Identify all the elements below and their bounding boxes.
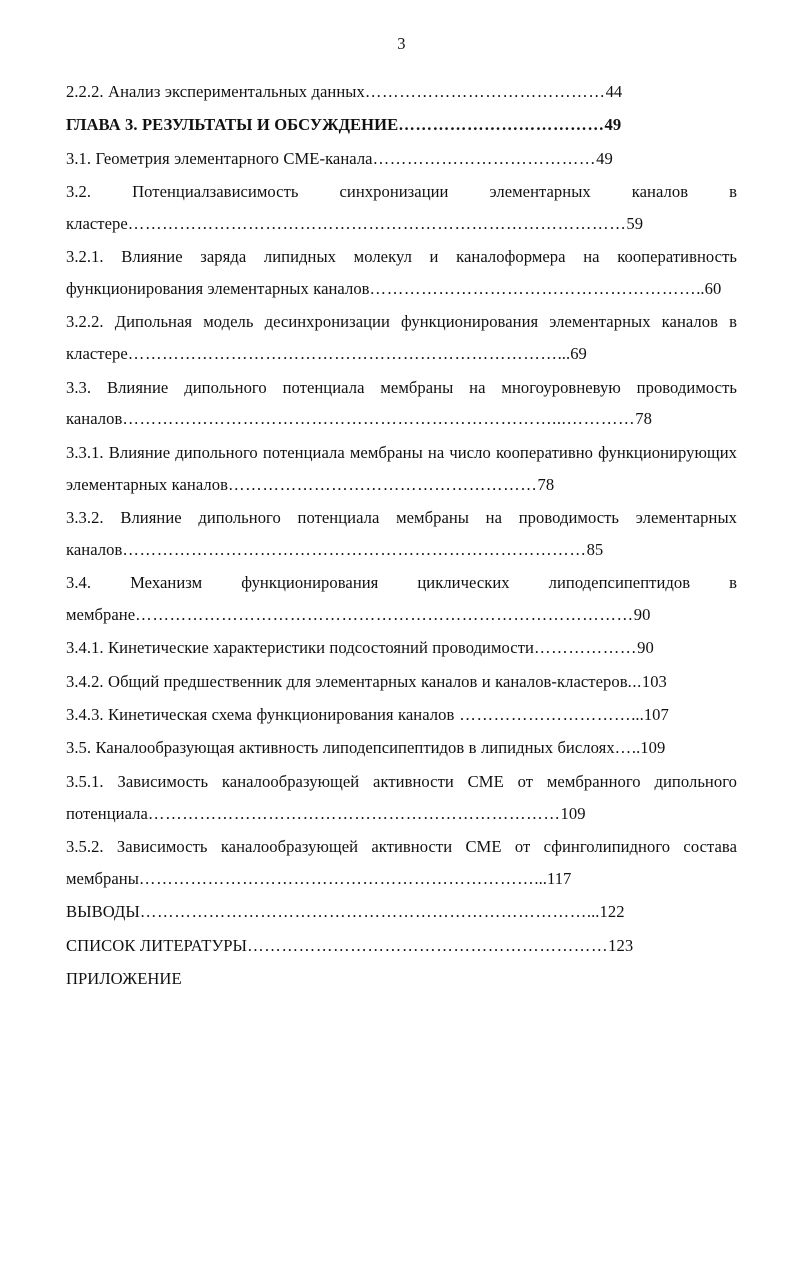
toc-leader: …………………………………………………………… [138, 868, 535, 888]
toc-entry[interactable] [66, 766, 737, 830]
toc-page-number: 78 [635, 409, 652, 429]
toc-entry-title: 3.5.2. Зависимость каналообразующей активности CME от сфинголипидного состава мембраны [66, 837, 737, 888]
toc-entry-title: 3.3. Влияние дипольного потенциала мембраны на многоуровневую проводимость каналов [66, 377, 737, 429]
toc-page-number: 90 [637, 638, 654, 658]
toc-leader: ………………………………… [372, 148, 597, 168]
toc-entry[interactable] [66, 831, 737, 895]
toc-entry[interactable] [66, 896, 737, 928]
toc-entry[interactable] [66, 241, 737, 305]
toc-entry-title: 3.4. Механизм функционирования циклических липодепсипептидов в мембране [66, 573, 737, 625]
toc-entry-title: 2.2.2. Анализ экспериментальных данных [66, 81, 365, 101]
toc-entry[interactable] [66, 176, 737, 240]
toc-leader: …………………………………………………………………...………… [122, 409, 636, 429]
toc-leader: ………………………………………………… [369, 278, 697, 298]
toc-entry[interactable] [66, 963, 737, 995]
toc-entry[interactable] [66, 632, 737, 664]
toc-entry-title: 3.3.2. Влияние дипольного потенциала мембраны на проводимость элементарных каналов [66, 507, 737, 559]
toc-page-number: 109 [560, 803, 586, 823]
toc-leader: …………………………………… [364, 81, 606, 101]
toc-entry[interactable] [66, 109, 737, 141]
toc-entry[interactable] [66, 930, 737, 962]
toc-entry-title: 3.2.2. Дипольная модель десинхронизации функционирования элементарных каналов в кластере [66, 312, 737, 364]
toc-leader: …………………………………………………………………………… [127, 213, 627, 233]
toc-entry-title: 3.4.3. Кинетическая схема функционирования каналов [66, 705, 455, 725]
toc-entry-title: 3.3.1. Влияние дипольного потенциала мембраны на число кооперативно функционирующих элементарных каналов [66, 442, 737, 494]
toc-page-number: ...107 [631, 705, 669, 725]
toc-page-number: 78 [537, 474, 555, 494]
toc-leader: ……………………………………………… [227, 474, 538, 494]
toc-leader: …………………………………………………………………………… [135, 605, 634, 625]
toc-entry[interactable] [66, 699, 737, 731]
toc-page-number: 85 [586, 539, 604, 559]
toc-entry[interactable] [66, 76, 737, 108]
toc-entry[interactable] [66, 502, 737, 566]
toc-entry-title: 3.2. Потенциалзависимость синхронизации элементарных каналов в кластере [66, 181, 737, 233]
toc-page-number: ...122 [586, 902, 625, 922]
toc-leader: ……………………………………………………… [247, 935, 609, 955]
toc-page-number: ...69 [557, 344, 587, 364]
toc-entry-title: 3.4.1. Кинетические характеристики подсостояний проводимости [66, 638, 534, 658]
toc-page-number: ..60 [696, 278, 722, 298]
toc-page-number: 59 [626, 213, 644, 233]
toc-entry-title: 3.1. Геометрия элементарного CME-канала [66, 148, 373, 168]
toc-page-number: ..109 [631, 738, 666, 758]
toc-leader: …………………………………………………………………… [139, 902, 587, 922]
toc-leader: ………………………………………………………………… [127, 344, 558, 364]
toc-page-number: ...117 [534, 868, 572, 888]
toc-page-number: 90 [633, 605, 651, 625]
toc-leader: ……………… [533, 638, 638, 658]
toc-leader: ……………………………………………………………… [147, 803, 561, 823]
toc-entry-title: ГЛАВА 3. РЕЗУЛЬТАТЫ И ОБСУЖДЕНИЕ [66, 115, 399, 135]
toc-entry-title: 3.5.1. Зависимость каналообразующей активности CME от мембранного дипольного потенциала [66, 771, 737, 823]
toc-entry[interactable] [66, 732, 737, 764]
toc-page-number: 44 [605, 81, 623, 101]
toc-page-number: 49 [596, 148, 613, 168]
page-number: 3 [397, 34, 406, 53]
toc-leader: ……………………………… [398, 115, 605, 135]
toc-leader: ………………………… [454, 705, 632, 725]
toc-entry-title: 3.2.1. Влияние заряда липидных молекул и каналоформера на кооперативность функционирования элементарных каналов [66, 247, 737, 298]
toc-entry[interactable] [66, 666, 737, 698]
toc-entry[interactable] [66, 437, 737, 501]
toc-entry-title: 3.4.2. Общий предшественник для элементарных каналов и каналов-кластеров [66, 671, 628, 691]
toc-entry[interactable] [66, 306, 737, 370]
toc-leader: ……………………………………………………………………… [122, 539, 587, 559]
table-of-contents [66, 76, 737, 995]
toc-leader: … [614, 738, 632, 758]
toc-page-number: 49 [604, 115, 622, 135]
toc-entry-title: 3.5. Каналообразующая активность липодепсипептидов в липидных бислоях [66, 738, 615, 758]
toc-leader: ... [627, 671, 642, 691]
toc-entry[interactable] [66, 143, 737, 175]
toc-entry-title: ВЫВОДЫ [66, 902, 140, 922]
toc-page-number: 123 [608, 935, 634, 955]
toc-entry-title: СПИСОК ЛИТЕРАТУРЫ [66, 935, 248, 955]
toc-entry-title: ПРИЛОЖЕНИЕ [66, 969, 182, 988]
toc-entry[interactable] [66, 372, 737, 436]
toc-page-number: 103 [641, 671, 667, 691]
toc-entry[interactable] [66, 567, 737, 631]
